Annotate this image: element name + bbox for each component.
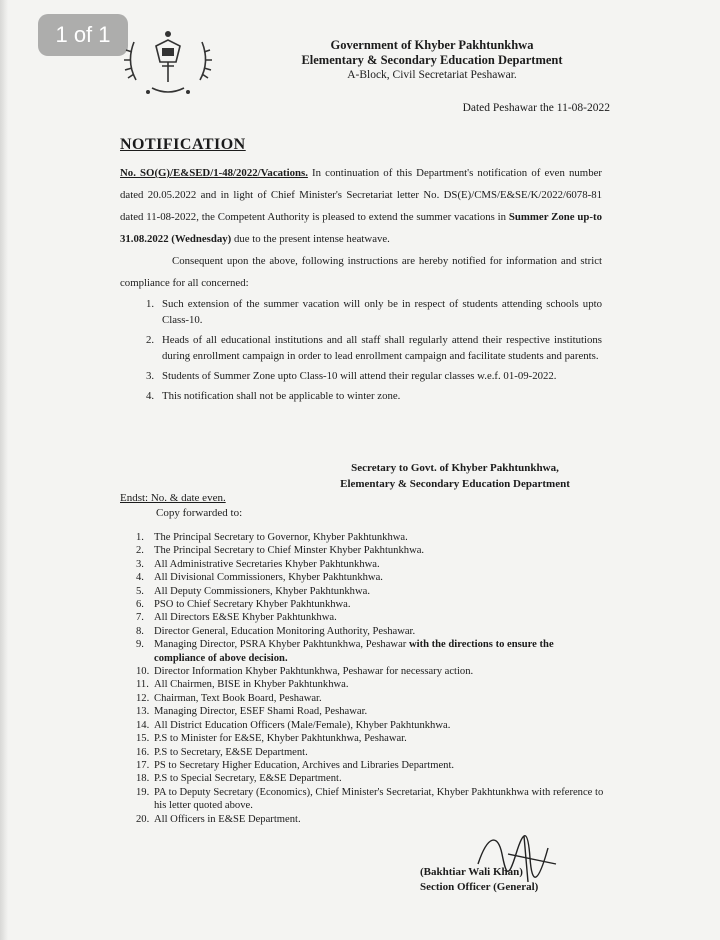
list-item-text: All Administrative Secretaries Khyber Pakhtunkhwa. (154, 558, 380, 570)
list-item (136, 638, 606, 665)
reference-number: No. SO(G)/E&SED/1-48/2022/Vacations. (120, 167, 308, 179)
copy-forwarded-label: Copy forwarded to: (156, 507, 243, 519)
list-item (136, 705, 606, 718)
list-item-number: 7. (136, 612, 144, 624)
list-item-text: All Divisional Commissioners, Khyber Pakhtunkhwa. (154, 572, 383, 584)
list-item-number: 17. (136, 759, 150, 771)
officer-designation: Section Officer (General) (420, 881, 539, 893)
secretary-title-line-2: Elementary & Secondary Education Department (340, 478, 570, 490)
letterhead-address: A-Block, Civil Secretariat Peshawar. (347, 69, 517, 81)
list-item-number: 12. (136, 692, 150, 704)
endorsement-label: Endst: No. & date even. (120, 492, 226, 504)
list-item (136, 625, 606, 638)
paragraph-2: Consequent upon the above, following instructions are hereby notified for information and strict compliance for all concerned: (120, 255, 602, 289)
list-item-number: 4. (136, 572, 144, 584)
list-item-text: PA to Deputy Secretary (Economics), Chief Minister's Secretariat, Khyber Pakhtunkhwa with reference to his letter quoted above. (154, 786, 604, 812)
list-item (146, 296, 602, 328)
list-item-text: Students of Summer Zone upto Class-10 will attend their regular classes w.e.f. 01-09-2022. (162, 370, 557, 382)
list-item-text: Director Information Khyber Pakhtunkhwa, Peshawar for necessary action. (154, 666, 474, 678)
list-item (136, 719, 606, 732)
list-item-text: All Directors E&SE Khyber Pakhtunkhwa. (154, 612, 337, 624)
list-item-number: 8. (136, 625, 144, 637)
instructions-list (120, 296, 602, 404)
list-item-number: 18. (136, 773, 150, 785)
endorsement (120, 491, 242, 521)
list-item (136, 786, 606, 813)
list-item-text: Such extension of the summer vacation will only be in respect of students attending schools upto Class-10. (162, 298, 602, 326)
list-item-number: 3. (136, 558, 144, 570)
list-item-number: 6. (136, 599, 144, 611)
list-item (136, 692, 606, 705)
list-item (136, 611, 606, 624)
list-item (136, 544, 606, 557)
list-item-number: 1. (146, 298, 155, 310)
list-item (136, 772, 606, 785)
paragraph-1-text-end: due to the present intense heatwave. (231, 233, 390, 245)
page-edge (0, 0, 8, 940)
notification-title: NOTIFICATION (120, 136, 246, 153)
list-item-number: 14. (136, 719, 150, 731)
list-item-number: 2. (136, 545, 144, 557)
list-item-text: Chairman, Text Book Board, Peshawar. (154, 692, 322, 704)
issue-date: Dated Peshawar the 11-08-2022 (462, 102, 610, 114)
list-item-text: Director General, Education Monitoring Authority, Peshawar. (154, 625, 416, 637)
paragraph-1-text: In continuation of this Department's notification of even number dated 20.05.2022 and in light of Chief Minister's Secretariat letter No. DS(E)/CMS/E&SE/K/2022/6078-81 dated 11-08-2022, the Competent Authority is pleased to extend the summer vacations in (120, 167, 602, 223)
list-item-number: 2. (146, 334, 155, 346)
list-item-text: Managing Director, PSRA Khyber Pakhtunkhwa, Peshawar (154, 639, 409, 651)
government-seal-icon (118, 22, 218, 104)
list-item (146, 388, 602, 404)
letterhead-department: Elementary & Secondary Education Department (301, 53, 563, 67)
list-item-number: 4. (146, 390, 155, 402)
list-item-number: 5. (136, 585, 144, 597)
secretary-title-line-1: Secretary to Govt. of Khyber Pakhtunkhwa, (351, 462, 559, 474)
letterhead (262, 38, 602, 83)
list-item-text: PSO to Chief Secretary Khyber Pakhtunkhwa. (154, 599, 351, 611)
list-item (136, 732, 606, 745)
list-item (136, 746, 606, 759)
list-item-text: Managing Director, ESEF Shami Road, Peshawar. (154, 706, 368, 718)
list-item-text: Heads of all educational institutions and all staff shall regularly attend their respective institutions during enrollment campaign in order to lead enrollment campaign and facilitate students and parents. (162, 334, 602, 362)
secretary-signature-title (320, 460, 590, 492)
notification-body (120, 162, 602, 408)
list-item-number: 1. (136, 532, 144, 543)
list-item (146, 368, 602, 384)
list-item-emphasis: with the directions to ensure the compliance of above decision. (154, 639, 554, 664)
list-item (136, 585, 606, 598)
officer-signature-block (420, 865, 580, 895)
list-item (146, 332, 602, 364)
list-item-text: All District Education Officers (Male/Female), Khyber Pakhtunkhwa. (154, 719, 451, 731)
list-item-text: P.S to Minister for E&SE, Khyber Pakhtunkhwa, Peshawar. (154, 733, 407, 745)
list-item-text: PS to Secretary Higher Education, Archives and Libraries Department. (154, 759, 455, 771)
list-item-text: The Principal Secretary to Governor, Khyber Pakhtunkhwa. (154, 532, 408, 543)
list-item-text: P.S to Special Secretary, E&SE Department. (154, 773, 342, 785)
list-item (136, 598, 606, 611)
list-item-text: All Chairmen, BISE in Khyber Pakhtunkhwa. (154, 679, 349, 691)
paragraph-1 (120, 162, 602, 250)
list-item-number: 3. (146, 370, 155, 382)
extension-date: Summer Zone up-to 31.08.2022 (Wednesday) (120, 211, 602, 245)
list-item-number: 19. (136, 786, 150, 798)
list-item-number: 9. (136, 639, 144, 651)
copies-list (136, 531, 606, 826)
list-item (136, 571, 606, 584)
list-item-text: P.S to Secretary, E&SE Department. (154, 746, 308, 758)
list-item (136, 678, 606, 691)
list-item (136, 759, 606, 772)
list-item (136, 531, 606, 544)
list-item (136, 558, 606, 571)
list-item-text: The Principal Secretary to Chief Minster Khyber Pakhtunkhwa. (154, 545, 425, 557)
page-counter-badge: 1 of 1 (38, 14, 128, 56)
list-item-text: All Officers in E&SE Department. (154, 813, 301, 825)
list-item-text: This notification shall not be applicable to winter zone. (162, 390, 401, 402)
letterhead-government: Government of Khyber Pakhtunkhwa (330, 38, 534, 52)
list-item (136, 665, 606, 678)
list-item-number: 10. (136, 666, 150, 678)
list-item-number: 15. (136, 733, 150, 745)
list-item-text: All Deputy Commissioners, Khyber Pakhtunkhwa. (154, 585, 370, 597)
list-item-number: 16. (136, 746, 150, 758)
officer-name: (Bakhtiar Wali Khan) (420, 866, 523, 878)
list-item-number: 11. (136, 679, 149, 691)
list-item-number: 20. (136, 813, 150, 825)
list-item-number: 13. (136, 706, 150, 718)
